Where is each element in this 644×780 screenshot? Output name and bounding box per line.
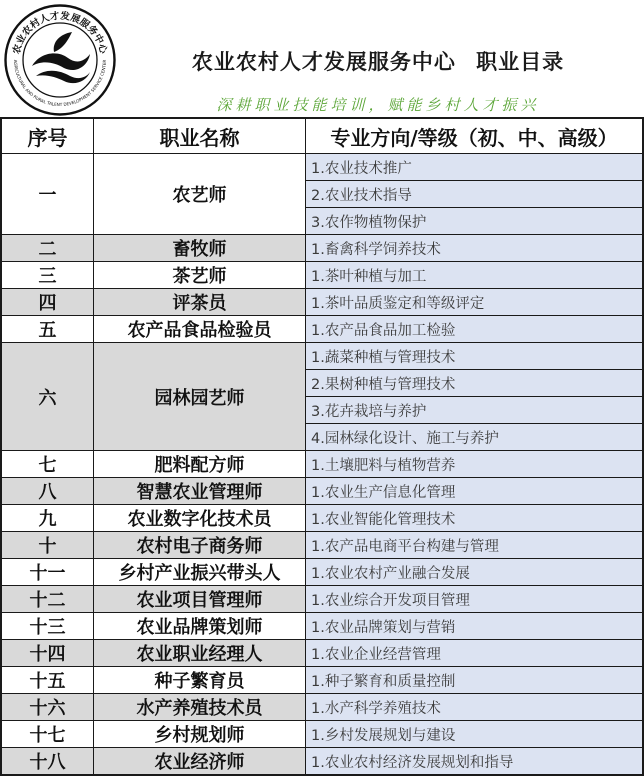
row-number-cell: 一: [2, 154, 93, 234]
occupation-name-cell: 种子繁育员: [94, 667, 305, 693]
specialty-direction-cell: 1.农业技术推广: [306, 154, 642, 180]
specialty-direction-cell: 1.畜禽科学饲养技术: [306, 235, 642, 261]
row-number-cell: 十八: [2, 748, 93, 774]
slogan: 深耕职业技能培训，赋能乡村人才振兴: [216, 96, 540, 114]
specialty-direction-cell: 1.农产品食品加工检验: [306, 316, 642, 342]
seal-text-en: AGRICULTURAL AND RURAL TALENT DEVELOPMENT SERVICE CENTER: [12, 59, 108, 108]
row-number-cell: 十二: [2, 586, 93, 612]
specialty-direction-cell: 1.蔬菜种植与管理技术: [306, 343, 642, 369]
specialty-direction-cell: 1.农业农村经济发展规划和指导: [306, 748, 642, 774]
occupation-name-cell: 肥料配方师: [94, 451, 305, 477]
occupation-name-cell: 农产品食品检验员: [94, 316, 305, 342]
specialty-direction-cell: 1.农业生产信息化管理: [306, 478, 642, 504]
column-header-direction: 专业方向/等级（初、中、高级）: [306, 119, 642, 153]
occupation-name-cell: 乡村规划师: [94, 721, 305, 747]
occupation-name-cell: 农艺师: [94, 154, 305, 234]
row-number-cell: 十四: [2, 640, 93, 666]
specialty-direction-cell: 1.农业智能化管理技术: [306, 505, 642, 531]
row-number-cell: 十一: [2, 559, 93, 585]
specialty-direction-cell: 2.果树种植与管理技术: [306, 370, 642, 396]
row-number-cell: 七: [2, 451, 93, 477]
specialty-direction-cell: 4.园林绿化设计、施工与养护: [306, 424, 642, 450]
row-number-cell: 五: [2, 316, 93, 342]
occupation-name-cell: 评茶员: [94, 289, 305, 315]
occupation-name-cell: 智慧农业管理师: [94, 478, 305, 504]
specialty-direction-cell: 1.茶叶种植与加工: [306, 262, 642, 288]
specialty-direction-cell: 1.农业综合开发项目管理: [306, 586, 642, 612]
row-number-cell: 十五: [2, 667, 93, 693]
row-number-cell: 八: [2, 478, 93, 504]
specialty-direction-cell: 1.茶叶品质鉴定和等级评定: [306, 289, 642, 315]
specialty-direction-cell: 1.土壤肥料与植物营养: [306, 451, 642, 477]
occupation-name-cell: 乡村产业振兴带头人: [94, 559, 305, 585]
specialty-direction-cell: 1.乡村发展规划与建设: [306, 721, 642, 747]
row-number-cell: 三: [2, 262, 93, 288]
occupation-name-cell: 农业数字化技术员: [94, 505, 305, 531]
occupation-name-cell: 茶艺师: [94, 262, 305, 288]
column-header-occupation: 职业名称: [94, 119, 305, 153]
occupation-name-cell: 园林园艺师: [94, 343, 305, 450]
occupation-table: [0, 117, 644, 776]
row-number-cell: 九: [2, 505, 93, 531]
occupation-name-cell: 农业项目管理师: [94, 586, 305, 612]
center-seal-logo: [2, 2, 118, 118]
row-number-cell: 十七: [2, 721, 93, 747]
column-header-number: 序号: [2, 119, 93, 153]
occupation-name-cell: 畜牧师: [94, 235, 305, 261]
row-number-cell: 十三: [2, 613, 93, 639]
specialty-direction-cell: 3.花卉栽培与养护: [306, 397, 642, 423]
occupation-name-cell: 农村电子商务师: [94, 532, 305, 558]
row-number-cell: 十: [2, 532, 93, 558]
occupation-name-cell: 水产养殖技术员: [94, 694, 305, 720]
specialty-direction-cell: 1.水产科学养殖技术: [306, 694, 642, 720]
row-number-cell: 十六: [2, 694, 93, 720]
occupation-name-cell: 农业经济师: [94, 748, 305, 774]
seal-text-cn: 农业农村人才发展服务中心: [11, 10, 109, 56]
row-number-cell: 四: [2, 289, 93, 315]
specialty-direction-cell: 3.农作物植物保护: [306, 208, 642, 234]
specialty-direction-cell: 2.农业技术指导: [306, 181, 642, 207]
occupation-name-cell: 农业品牌策划师: [94, 613, 305, 639]
row-number-cell: 六: [2, 343, 93, 450]
page-title: 农业农村人才发展服务中心 职业目录: [191, 50, 565, 74]
occupation-name-cell: 农业职业经理人: [94, 640, 305, 666]
specialty-direction-cell: 1.农业品牌策划与营销: [306, 613, 642, 639]
specialty-direction-cell: 1.农业企业经营管理: [306, 640, 642, 666]
specialty-direction-cell: 1.农产品电商平台构建与管理: [306, 532, 642, 558]
specialty-direction-cell: 1.种子繁育和质量控制: [306, 667, 642, 693]
specialty-direction-cell: 1.农业农村产业融合发展: [306, 559, 642, 585]
row-number-cell: 二: [2, 235, 93, 261]
